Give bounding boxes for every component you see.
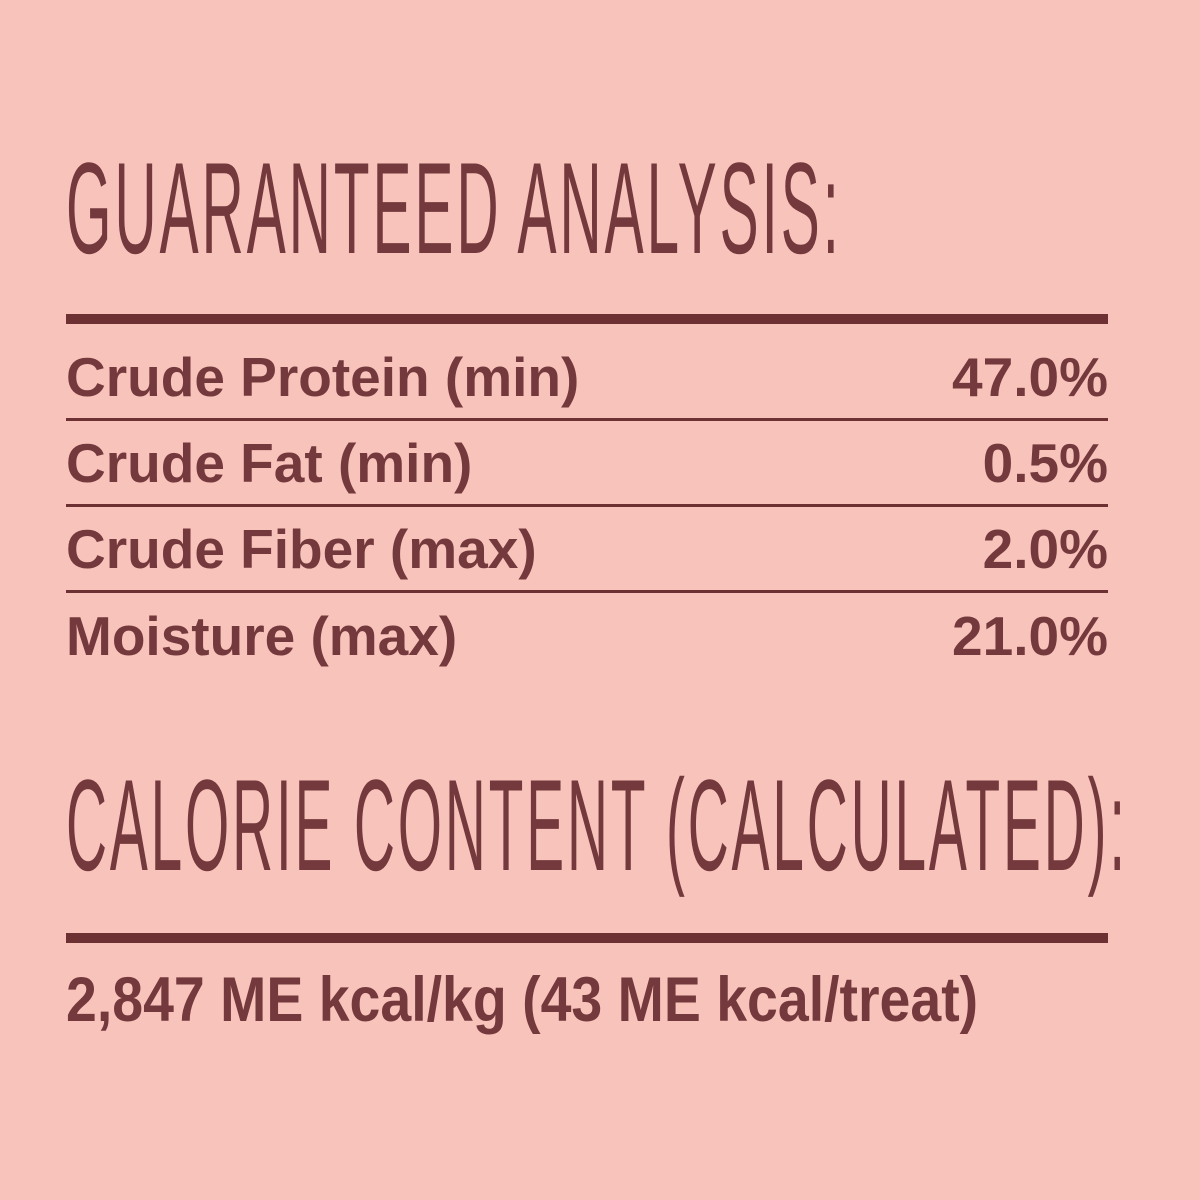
nutrient-value: 0.5% <box>982 431 1108 494</box>
table-row <box>66 421 1108 507</box>
nutrient-value: 2.0% <box>982 517 1108 580</box>
table-row <box>66 593 1108 679</box>
nutrient-value: 47.0% <box>952 345 1108 408</box>
calorie-divider <box>66 933 1108 943</box>
nutrient-label: Crude Fat (min) <box>66 431 473 494</box>
calorie-statement: 2,847 ME kcal/kg (43 ME kcal/treat) <box>66 965 979 1035</box>
nutrient-value: 21.0% <box>952 605 1108 667</box>
nutrient-label: Moisture (max) <box>66 605 458 667</box>
analysis-table <box>66 335 1108 679</box>
nutrient-label: Crude Protein (min) <box>66 345 580 408</box>
table-row <box>66 507 1108 593</box>
guaranteed-analysis-heading: GUARANTEED ANALYSIS: <box>66 135 842 281</box>
analysis-top-divider <box>66 314 1108 324</box>
nutrient-label: Crude Fiber (max) <box>66 517 537 580</box>
table-row <box>66 335 1108 421</box>
calorie-content-heading: CALORIE CONTENT (CALCULATED): <box>66 752 1128 898</box>
